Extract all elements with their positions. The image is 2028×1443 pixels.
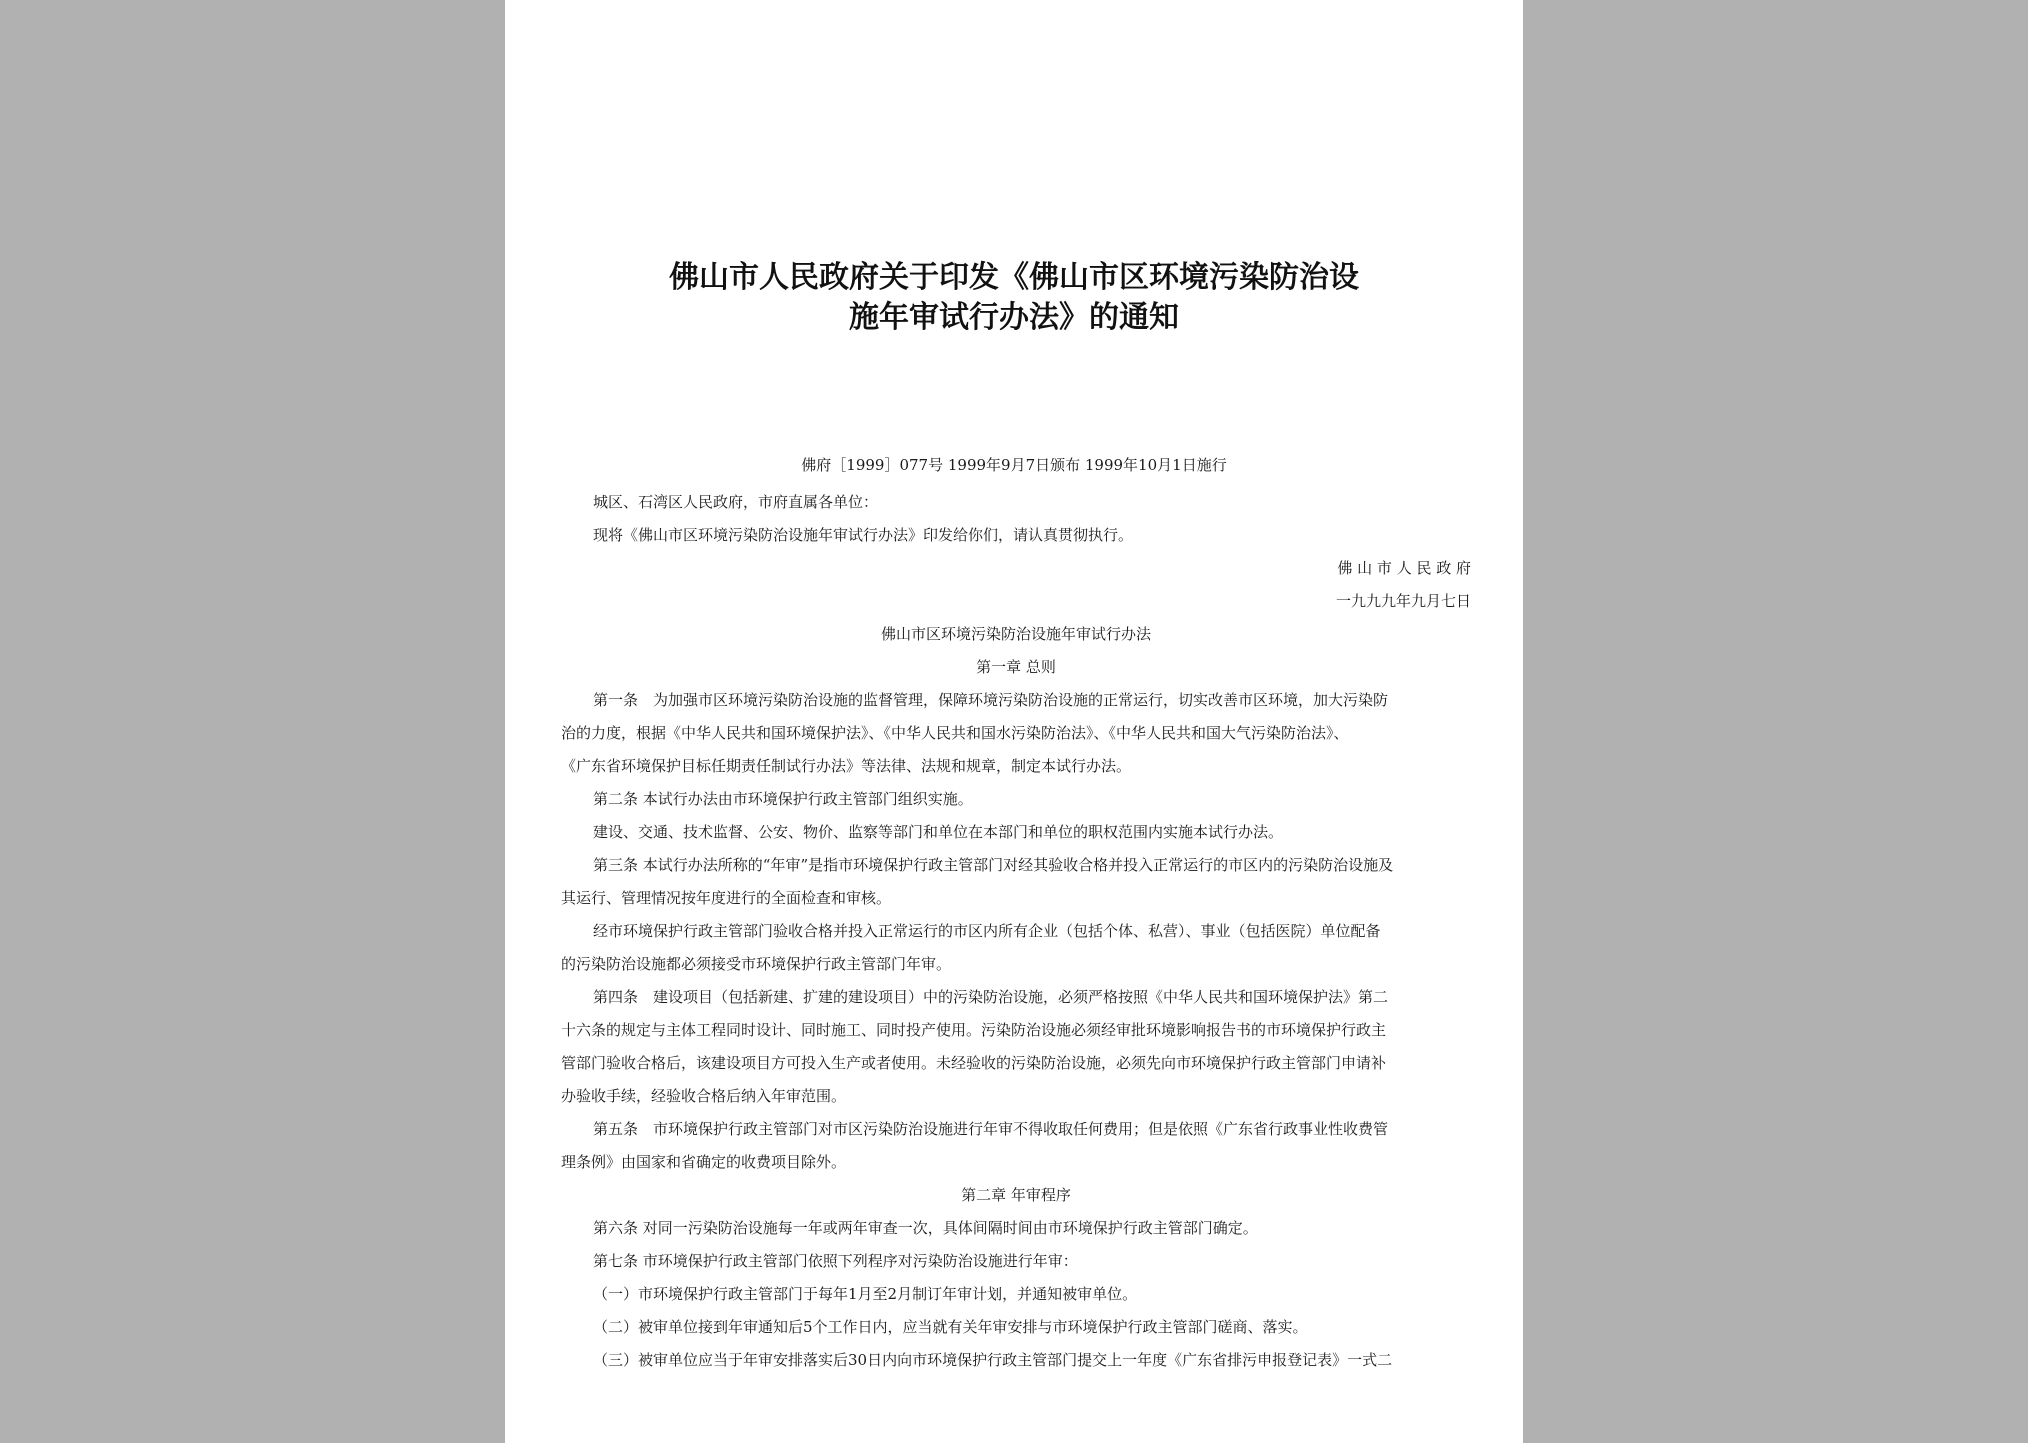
document-title [505, 258, 1523, 338]
intro-paragraph: 现将《佛山市区环境污染防治设施年审试行办法》印发给你们，请认真贯彻执行。 [593, 526, 1134, 544]
article-4-line: 管部门验收合格后，该建设项目方可投入生产或者使用。未经验收的污染防治设施，必须先向市环境保护行政主管部门申请补 [561, 1054, 1387, 1072]
article-7: 第七条 市环境保护行政主管部门依照下列程序对污染防治设施进行年审： [593, 1252, 1078, 1270]
measures-title: 佛山市区环境污染防治设施年审试行办法 [880, 625, 1151, 643]
article-7-item: （三）被审单位应当于年审安排落实后30日内向市环境保护行政主管部门提交上一年度《广东省排污申报登记表》一式二 [593, 1351, 1393, 1369]
article-4-line: 办验收手续，经验收合格后纳入年审范围。 [561, 1087, 847, 1105]
title-line-1: 佛山市人民政府关于印发《佛山市区环境污染防治设 [669, 260, 1359, 295]
article-3-line: 其运行、管理情况按年度进行的全面检查和审核。 [561, 889, 892, 907]
article-1-line: 第一条 为加强市区环境污染防治设施的监督管理，保障环境污染防治设施的正常运行，切实改善市区环境，加大污染防 [593, 691, 1389, 709]
article-3-line: 第三条 本试行办法所称的“年审”是指市环境保护行政主管部门对经其验收合格并投入正常运行的市区内的污染防治设施及 [593, 856, 1394, 874]
article-5-line: 第五条 市环境保护行政主管部门对市区污染防治设施进行年审不得收取任何费用；但是依照《广东省行政事业性收费管 [593, 1120, 1389, 1138]
chapter-heading: 第一章 总则 [976, 658, 1056, 676]
article-7-item: （一）市环境保护行政主管部门于每年1月至2月制订年审计划，并通知被审单位。 [593, 1285, 1138, 1303]
article-1-line: 治的力度，根据《中华人民共和国环境保护法》、《中华人民共和国水污染防治法》、《中华人民共和国大气污染防治法》、 [561, 724, 1349, 742]
document-body [561, 486, 1471, 1377]
article-7-item: （二）被审单位接到年审通知后5个工作日内，应当就有关年审安排与市环境保护行政主管部门磋商、落实。 [593, 1318, 1308, 1336]
signing-date: 一九九九年九月七日 [1335, 592, 1471, 610]
article-4-line: 十六条的规定与主体工程同时设计、同时施工、同时投产使用。污染防治设施必须经审批环境影响报告书的市环境保护行政主 [561, 1021, 1387, 1039]
article-5-line: 理条例》由国家和省确定的收费项目除外。 [561, 1153, 847, 1171]
addressee: 城区、石湾区人民政府，市府直属各单位： [593, 493, 879, 511]
document-page [505, 0, 1523, 1443]
article-3-paragraph-line: 的污染防治设施都必须接受市环境保护行政主管部门年审。 [561, 955, 952, 973]
signature: 佛 山 市 人 民 政 府 [1337, 559, 1471, 577]
article-2-paragraph: 建设、交通、技术监督、公安、物价、监察等部门和单位在本部门和单位的职权范围内实施本试行办法。 [593, 823, 1284, 841]
article-3-paragraph-line: 经市环境保护行政主管部门验收合格并投入正常运行的市区内所有企业（包括个体、私营）、事业（包括医院）单位配备 [593, 922, 1381, 940]
article-6: 第六条 对同一污染防治设施每一年或两年审查一次，具体间隔时间由市环境保护行政主管部门确定。 [593, 1219, 1258, 1237]
article-2: 第二条 本试行办法由市环境保护行政主管部门组织实施。 [593, 790, 973, 808]
issuance-info: 佛府［1999］077号 1999年9月7日颁布 1999年10月1日施行 [801, 456, 1227, 474]
article-1-line: 《广东省环境保护目标任期责任制试行办法》等法律、法规和规章，制定本试行办法。 [561, 757, 1132, 775]
article-4-line: 第四条 建设项目（包括新建、扩建的建设项目）中的污染防治设施，必须严格按照《中华人民共和国环境保护法》第二 [593, 988, 1389, 1006]
chapter-heading: 第二章 年审程序 [961, 1186, 1071, 1204]
title-line-2: 施年审试行办法》的通知 [849, 300, 1179, 335]
